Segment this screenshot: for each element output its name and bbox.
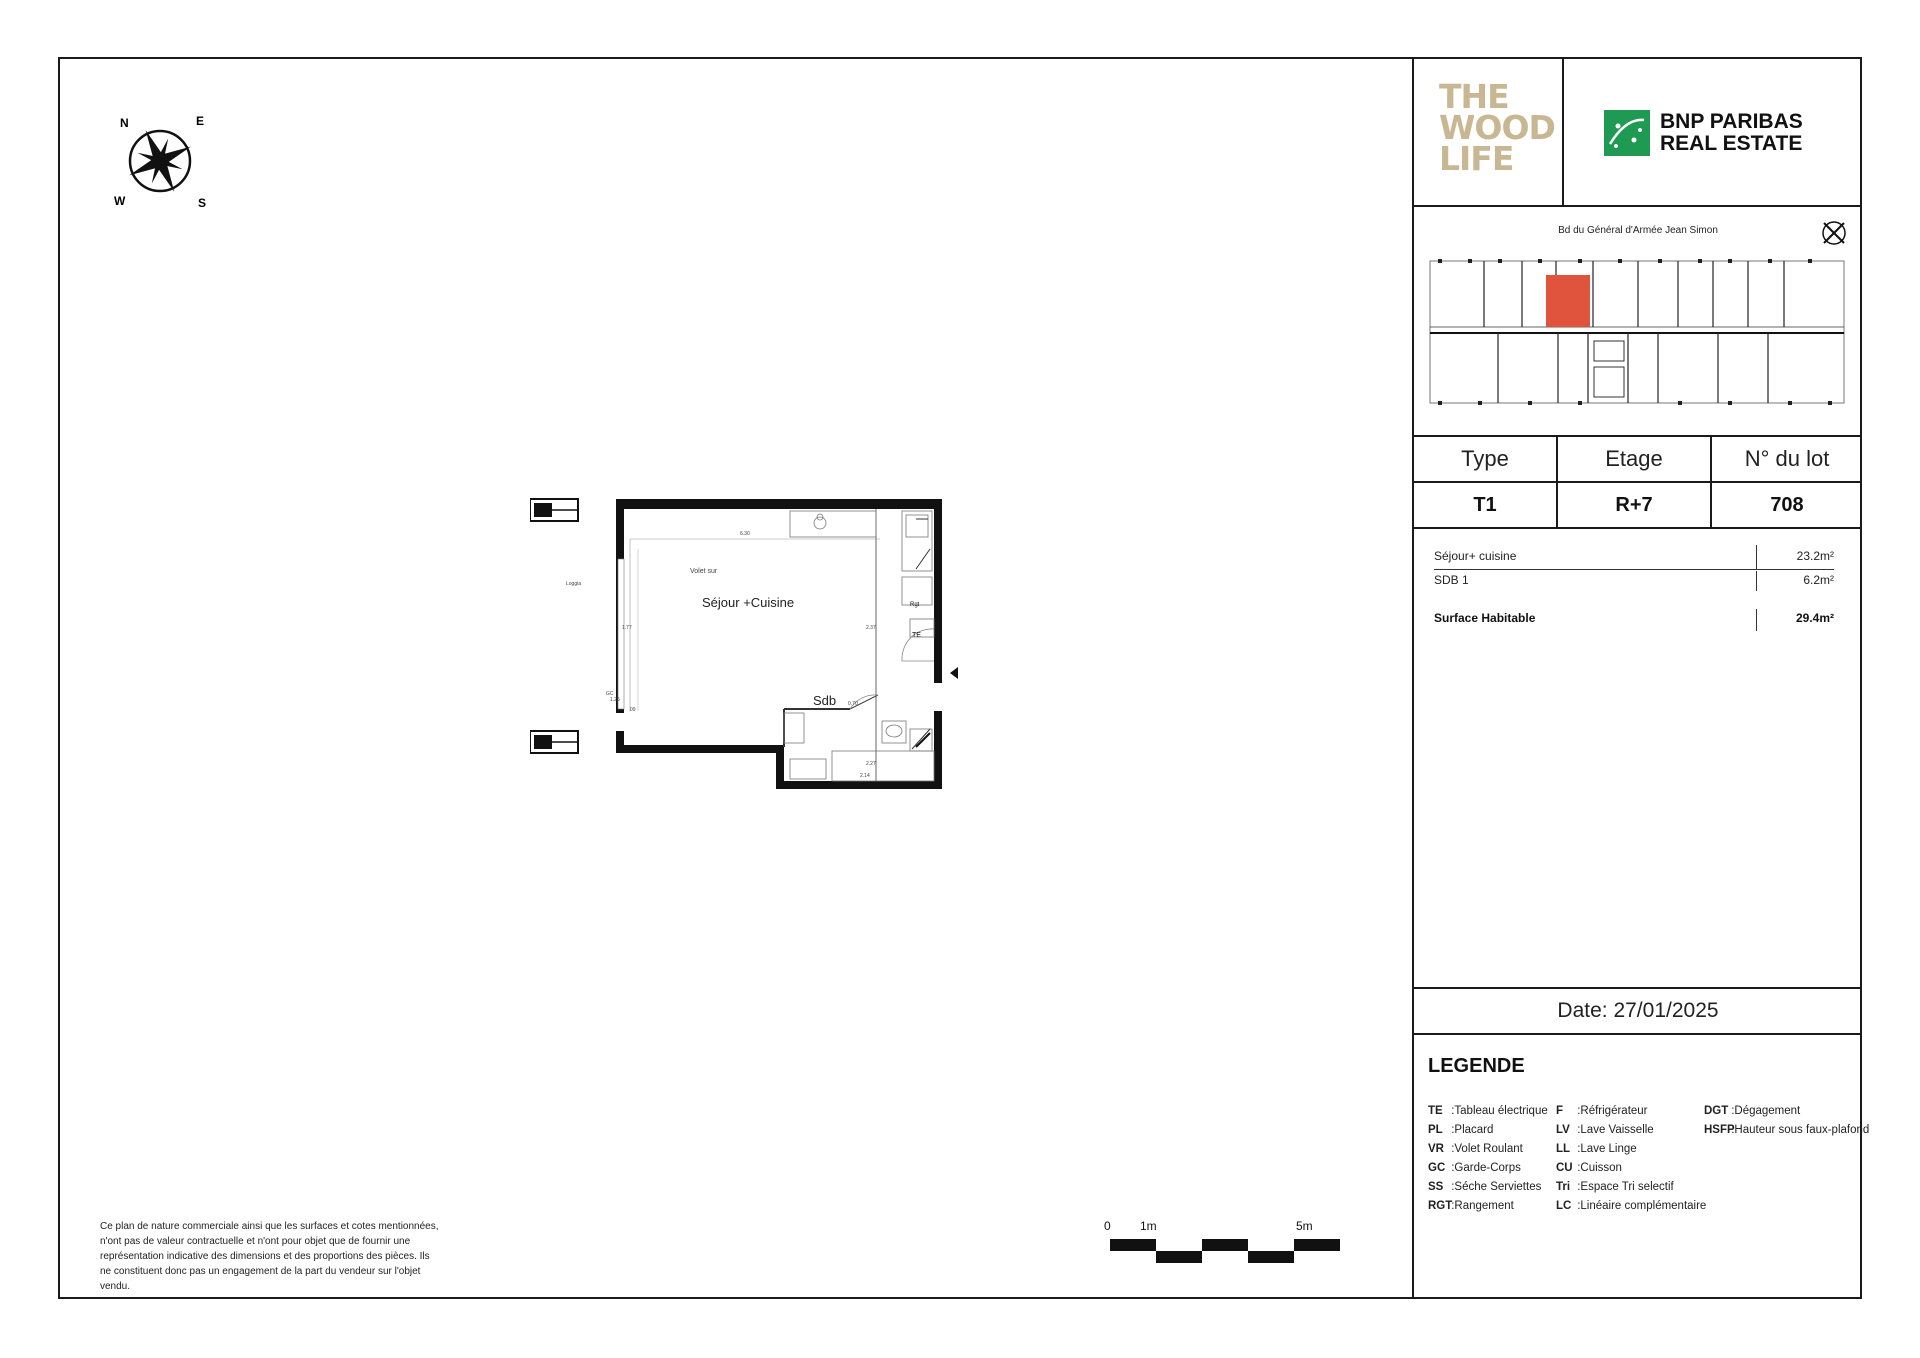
scale-five: 5m: [1296, 1219, 1313, 1233]
legend-item: SS :Séche Serviettes: [1428, 1181, 1542, 1193]
compass-rose-icon: [112, 113, 208, 209]
key-plan: [1414, 207, 1862, 437]
header-etage: Etage: [1605, 446, 1663, 471]
legend-item: LC :Linéaire complémentaire: [1556, 1200, 1707, 1212]
legend-item: TE :Tableau électrique: [1428, 1105, 1548, 1117]
balcony-rail-top: [530, 499, 578, 521]
room-label-sejour: Séjour +Cuisine: [702, 595, 795, 610]
area-row-value: 23.2m²: [1796, 549, 1834, 563]
area-total-row: [1434, 609, 1844, 629]
dim-gc: 1.25: [610, 697, 620, 703]
legend-item: LV :Lave Vaisselle: [1556, 1124, 1654, 1136]
street-name: Bd du Général d'Armée Jean Simon: [1558, 225, 1718, 236]
scale-one: 1m: [1140, 1219, 1157, 1233]
compass-west: W: [114, 194, 126, 208]
lv-label: LV: [870, 503, 876, 509]
wood-logo-line3: LIFE: [1439, 139, 1514, 178]
value-type: T1: [1473, 493, 1497, 516]
gc-label: GC: [606, 691, 614, 697]
ll-label: LL: [852, 503, 858, 509]
dim-h1: 2.37: [866, 625, 876, 631]
legend-item: LL :Lave Linge: [1556, 1143, 1637, 1155]
scale-bar-graphic: [1110, 1239, 1340, 1275]
legend-title: LEGENDE: [1428, 1055, 1525, 1077]
legend-item: PL :Placard: [1428, 1124, 1494, 1136]
dim-09: 09: [630, 707, 636, 713]
room-label-sdb: Sdb: [813, 693, 837, 708]
compass-north: N: [120, 116, 129, 130]
legend-item: GC :Garde-Corps: [1428, 1162, 1521, 1174]
area-row: [1434, 547, 1844, 567]
volet-label: Volet sur: [690, 568, 718, 575]
legend-item: RGT :Rangement: [1428, 1200, 1514, 1212]
header-lot: N° du lot: [1744, 446, 1830, 471]
lot-info-table: [1414, 437, 1862, 529]
dim-top: 6.30: [740, 531, 750, 537]
disclaimer-text: Ce plan de nature commerciale ainsi que les surfaces et cotes mentionnées, n'ont pas de valeur contractuelle et n'ont pour objet que de fournir une représentation indicative des dimensions et des proportions des pièces. Ils ne constituent donc pas un engagement de la part du vendeur sur l'objet vendu.: [100, 1221, 439, 1292]
legend-item: VR :Volet Roulant: [1428, 1143, 1523, 1155]
rgt-label: Rgt: [910, 602, 920, 608]
bnp-paribas-logo: [1564, 59, 1860, 205]
logo-row: [1414, 59, 1862, 207]
te-label: TE: [912, 632, 921, 639]
dim-h2: 2.27: [866, 761, 876, 767]
entrance-arrow-icon: [950, 667, 958, 679]
loggia-label: Loggia: [566, 581, 582, 587]
scale-zero: 0: [1104, 1219, 1111, 1233]
plan-sheet: [58, 57, 1870, 1299]
highlighted-lot: [1546, 275, 1590, 327]
surface-table: [1414, 529, 1862, 989]
scale-bar: [1090, 1219, 1330, 1289]
exterior-wall-lower: [616, 733, 778, 789]
area-row-name: SDB 1: [1434, 573, 1469, 587]
legend: [1414, 1035, 1870, 1297]
key-plan-compass-icon: [1818, 217, 1850, 249]
dim-bottom: 2.14: [860, 773, 870, 779]
building-floor-key-plan: [1428, 257, 1848, 407]
legend-item: F :Réfrigérateur: [1556, 1105, 1648, 1117]
wood-logo-line1: THE: [1439, 77, 1509, 116]
dim-left: 1.77: [622, 625, 632, 631]
compass-south: S: [198, 196, 207, 209]
area-row-name: Séjour+ cuisine: [1434, 549, 1517, 563]
area-total-label: Surface Habitable: [1434, 611, 1536, 625]
legend-item: HSFP :Hauteur sous faux-plafond: [1704, 1124, 1870, 1136]
plan-area: [60, 59, 1412, 1297]
area-row: [1434, 571, 1844, 591]
wood-logo-line2: WOOD: [1439, 108, 1555, 147]
bnp-stars-icon: [1604, 110, 1650, 156]
legend-item: Tri :Espace Tri selectif: [1556, 1181, 1674, 1193]
legend-item: DGT :Dégagement: [1704, 1105, 1801, 1117]
area-row-value: 6.2m²: [1803, 573, 1834, 587]
area-total-value: 29.4m²: [1795, 611, 1834, 625]
value-etage: R+7: [1615, 493, 1653, 516]
floor-plan: [530, 489, 970, 789]
header-type: Type: [1461, 446, 1509, 471]
legend-item: CU :Cuisson: [1556, 1162, 1622, 1174]
balcony-rail-bottom: [530, 731, 578, 753]
bnp-logo-line1: BNP PARIBAS: [1660, 110, 1803, 133]
the-wood-life-logo: [1414, 59, 1564, 205]
bnp-logo-line2: REAL ESTATE: [1660, 132, 1803, 155]
info-panel: [1412, 59, 1870, 1297]
dim-door: 0.70: [848, 701, 858, 707]
plan-date: Date: 27/01/2025: [1414, 989, 1862, 1035]
value-lot: 708: [1770, 493, 1804, 516]
f-label: F: [838, 503, 842, 509]
compass-east: E: [196, 114, 205, 128]
